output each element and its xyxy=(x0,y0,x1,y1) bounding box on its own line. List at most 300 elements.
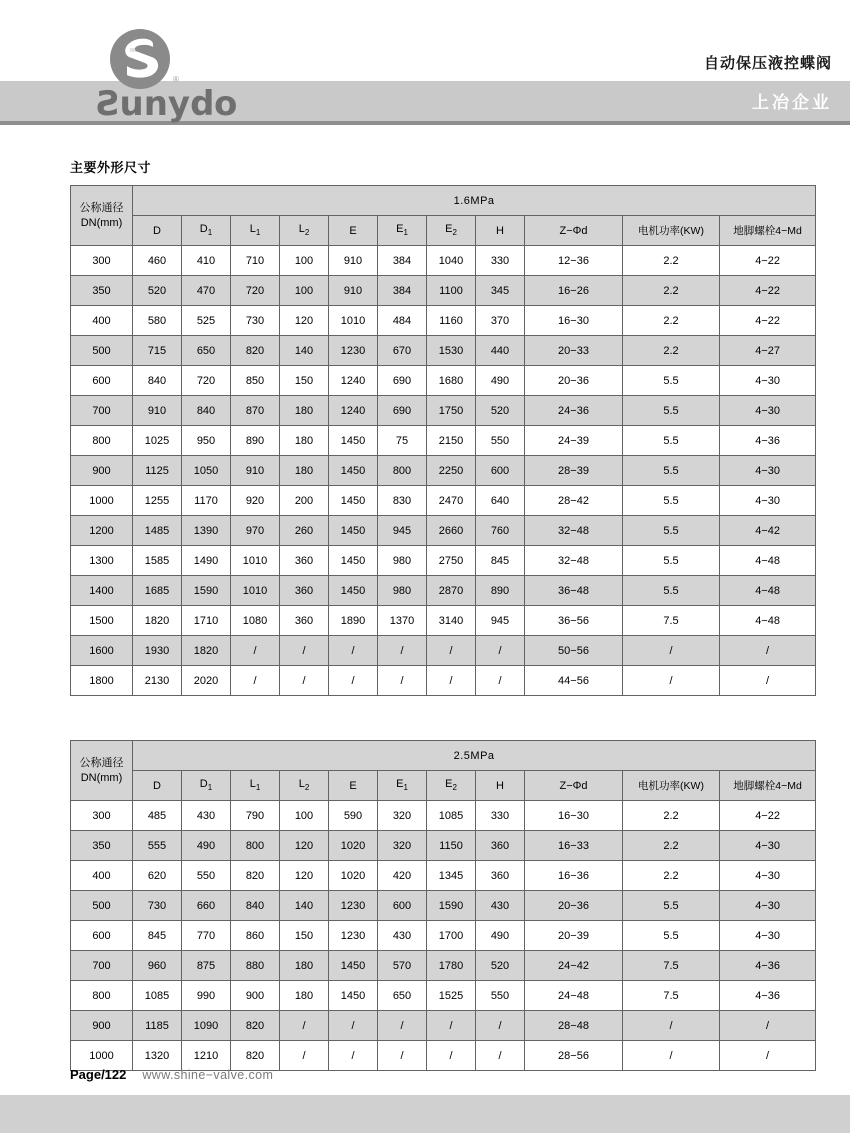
footer-gray-band xyxy=(0,1095,850,1133)
cell-nominal-diameter: 1000 xyxy=(71,1041,133,1071)
cell-Z−Φd: 28−42 xyxy=(525,486,623,516)
cell-nominal-diameter: 400 xyxy=(71,306,133,336)
cell-L1: 730 xyxy=(231,306,280,336)
cell-H: 760 xyxy=(476,516,525,546)
cell-E2: / xyxy=(427,1011,476,1041)
cell-L2: 120 xyxy=(280,306,329,336)
cell-D1: 470 xyxy=(182,276,231,306)
cell-E: 1230 xyxy=(329,921,378,951)
page-number-label: Page/122 xyxy=(70,1067,127,1082)
cell-H: 600 xyxy=(476,456,525,486)
cell-E1: 980 xyxy=(378,576,427,606)
cell-E1: 430 xyxy=(378,921,427,951)
cell-电机功率(KW): 7.5 xyxy=(623,981,720,1011)
cell-nominal-diameter: 1000 xyxy=(71,486,133,516)
table-row xyxy=(71,606,816,636)
cell-D: 1685 xyxy=(133,576,182,606)
header-col-E1: $E_1$ xyxy=(378,216,427,246)
header-col-H: H xyxy=(476,771,525,801)
cell-nominal-diameter: 700 xyxy=(71,396,133,426)
cell-电机功率(KW): 5.5 xyxy=(623,366,720,396)
cell-L1: 910 xyxy=(231,456,280,486)
cell-地脚螺栓4−Md: 4−30 xyxy=(720,456,816,486)
cell-E2: 1100 xyxy=(427,276,476,306)
cell-E1: 670 xyxy=(378,336,427,366)
cell-L1: 1010 xyxy=(231,576,280,606)
header-col-L1: $L_1$ xyxy=(231,216,280,246)
cell-E2: / xyxy=(427,1041,476,1071)
cell-nominal-diameter: 400 xyxy=(71,861,133,891)
table-row xyxy=(71,666,816,696)
cell-E: / xyxy=(329,666,378,696)
cell-D: 1320 xyxy=(133,1041,182,1071)
cell-Z−Φd: 28−56 xyxy=(525,1041,623,1071)
cell-Z−Φd: 32−48 xyxy=(525,516,623,546)
cell-E: / xyxy=(329,636,378,666)
cell-E2: 2750 xyxy=(427,546,476,576)
cell-地脚螺栓4−Md: 4−48 xyxy=(720,606,816,636)
cell-L1: 840 xyxy=(231,891,280,921)
cell-电机功率(KW): 2.2 xyxy=(623,861,720,891)
cell-D1: 1170 xyxy=(182,486,231,516)
cell-Z−Φd: 28−48 xyxy=(525,1011,623,1041)
cell-E2: / xyxy=(427,636,476,666)
table-body-1-6mpa xyxy=(71,246,816,696)
cell-E1: 690 xyxy=(378,396,427,426)
cell-电机功率(KW): 5.5 xyxy=(623,396,720,426)
cell-D1: 950 xyxy=(182,426,231,456)
header-col-D1: $D_1$ xyxy=(182,771,231,801)
cell-电机功率(KW): 5.5 xyxy=(623,891,720,921)
header-dn-line2: DN(mm) xyxy=(80,216,123,229)
cell-地脚螺栓4−Md: 4−36 xyxy=(720,426,816,456)
cell-L2: 180 xyxy=(280,426,329,456)
cell-地脚螺栓4−Md: / xyxy=(720,666,816,696)
cell-L2: / xyxy=(280,666,329,696)
cell-D1: 1390 xyxy=(182,516,231,546)
table-header-row-pressure xyxy=(71,186,816,216)
cell-D1: 1490 xyxy=(182,546,231,576)
cell-E2: 1780 xyxy=(427,951,476,981)
header-col-motor-power: 电机功率(KW) xyxy=(623,216,720,246)
cell-nominal-diameter: 300 xyxy=(71,801,133,831)
cell-nominal-diameter: 1600 xyxy=(71,636,133,666)
cell-H: / xyxy=(476,636,525,666)
cell-电机功率(KW): 2.2 xyxy=(623,801,720,831)
cell-电机功率(KW): 2.2 xyxy=(623,246,720,276)
cell-H: 360 xyxy=(476,831,525,861)
cell-Z−Φd: 36−48 xyxy=(525,576,623,606)
header-col-D: D xyxy=(133,216,182,246)
cell-D1: 1590 xyxy=(182,576,231,606)
cell-L2: 140 xyxy=(280,891,329,921)
cell-D: 1485 xyxy=(133,516,182,546)
cell-E: 1230 xyxy=(329,891,378,921)
cell-E2: 2870 xyxy=(427,576,476,606)
product-title: 自动保压液控蝶阀 xyxy=(703,55,832,72)
cell-E2: 2470 xyxy=(427,486,476,516)
cell-nominal-diameter: 1500 xyxy=(71,606,133,636)
cell-L1: 1080 xyxy=(231,606,280,636)
cell-L2: 360 xyxy=(280,546,329,576)
cell-E1: 650 xyxy=(378,981,427,1011)
cell-D: 1930 xyxy=(133,636,182,666)
header-col-Zphid: Z−Φd xyxy=(525,771,623,801)
cell-L2: / xyxy=(280,1041,329,1071)
cell-E1: 600 xyxy=(378,891,427,921)
cell-D1: 550 xyxy=(182,861,231,891)
table-row xyxy=(71,546,816,576)
cell-E2: 1345 xyxy=(427,861,476,891)
table-header xyxy=(71,741,816,801)
header-pressure-rating: 1.6MPa xyxy=(133,186,816,216)
cell-H: 490 xyxy=(476,366,525,396)
cell-电机功率(KW): / xyxy=(623,1011,720,1041)
page-footer xyxy=(0,1061,850,1133)
cell-E2: 1150 xyxy=(427,831,476,861)
cell-电机功率(KW): 5.5 xyxy=(623,426,720,456)
cell-L2: 140 xyxy=(280,336,329,366)
header-dn-line1: 公称通径 xyxy=(79,756,124,769)
table-row xyxy=(71,366,816,396)
cell-地脚螺栓4−Md: / xyxy=(720,1041,816,1071)
cell-H: 520 xyxy=(476,951,525,981)
cell-D1: 2020 xyxy=(182,666,231,696)
cell-电机功率(KW): 7.5 xyxy=(623,951,720,981)
header-col-motor-power: 电机功率(KW) xyxy=(623,771,720,801)
cell-D1: 490 xyxy=(182,831,231,861)
cell-D: 715 xyxy=(133,336,182,366)
cell-地脚螺栓4−Md: 4−48 xyxy=(720,576,816,606)
cell-H: 550 xyxy=(476,426,525,456)
cell-nominal-diameter: 800 xyxy=(71,981,133,1011)
cell-地脚螺栓4−Md: 4−30 xyxy=(720,366,816,396)
cell-nominal-diameter: 600 xyxy=(71,366,133,396)
cell-D1: 1820 xyxy=(182,636,231,666)
cell-H: 890 xyxy=(476,576,525,606)
cell-L2: 200 xyxy=(280,486,329,516)
cell-L2: 180 xyxy=(280,396,329,426)
cell-电机功率(KW): 2.2 xyxy=(623,831,720,861)
cell-电机功率(KW): / xyxy=(623,666,720,696)
cell-L2: / xyxy=(280,636,329,666)
cell-L1: 790 xyxy=(231,801,280,831)
cell-地脚螺栓4−Md: 4−48 xyxy=(720,546,816,576)
header-col-E: E xyxy=(329,771,378,801)
table-row xyxy=(71,456,816,486)
cell-E: 1450 xyxy=(329,576,378,606)
cell-地脚螺栓4−Md: 4−30 xyxy=(720,831,816,861)
cell-E: 1240 xyxy=(329,366,378,396)
table-row xyxy=(71,921,816,951)
cell-电机功率(KW): 5.5 xyxy=(623,546,720,576)
cell-D: 1125 xyxy=(133,456,182,486)
table-row xyxy=(71,516,816,546)
cell-电机功率(KW): 2.2 xyxy=(623,276,720,306)
cell-D: 1255 xyxy=(133,486,182,516)
cell-E1: 690 xyxy=(378,366,427,396)
cell-D: 1585 xyxy=(133,546,182,576)
cell-H: / xyxy=(476,1011,525,1041)
cell-D: 620 xyxy=(133,861,182,891)
cell-E1: 484 xyxy=(378,306,427,336)
cell-电机功率(KW): 7.5 xyxy=(623,606,720,636)
cell-Z−Φd: 50−56 xyxy=(525,636,623,666)
cell-L2: 180 xyxy=(280,951,329,981)
table-header-row-columns xyxy=(71,771,816,801)
cell-地脚螺栓4−Md: 4−22 xyxy=(720,246,816,276)
cell-Z−Φd: 16−30 xyxy=(525,801,623,831)
cell-地脚螺栓4−Md: / xyxy=(720,1011,816,1041)
cell-L2: 180 xyxy=(280,456,329,486)
cell-Z−Φd: 16−30 xyxy=(525,306,623,336)
cell-E: 910 xyxy=(329,276,378,306)
cell-H: 440 xyxy=(476,336,525,366)
cell-L1: 890 xyxy=(231,426,280,456)
table-row xyxy=(71,576,816,606)
cell-E1: 800 xyxy=(378,456,427,486)
header-col-L1: $L_1$ xyxy=(231,771,280,801)
dimension-table-1-6mpa xyxy=(70,185,816,696)
cell-Z−Φd: 20−39 xyxy=(525,921,623,951)
cell-D1: 1210 xyxy=(182,1041,231,1071)
cell-E2: 1085 xyxy=(427,801,476,831)
cell-H: 520 xyxy=(476,396,525,426)
cell-nominal-diameter: 1300 xyxy=(71,546,133,576)
table-header-row-pressure xyxy=(71,741,816,771)
cell-E2: 1525 xyxy=(427,981,476,1011)
website-url[interactable]: www.shine−valve.com xyxy=(142,1068,274,1082)
cell-Z−Φd: 20−36 xyxy=(525,891,623,921)
cell-E: 1450 xyxy=(329,951,378,981)
cell-Z−Φd: 16−26 xyxy=(525,276,623,306)
cell-D: 555 xyxy=(133,831,182,861)
cell-L1: 970 xyxy=(231,516,280,546)
cell-电机功率(KW): 2.2 xyxy=(623,336,720,366)
header-col-D: D xyxy=(133,771,182,801)
cell-E2: 1530 xyxy=(427,336,476,366)
cell-地脚螺栓4−Md: 4−36 xyxy=(720,981,816,1011)
cell-Z−Φd: 36−56 xyxy=(525,606,623,636)
cell-E2: 1700 xyxy=(427,921,476,951)
cell-L2: 100 xyxy=(280,801,329,831)
cell-D: 1025 xyxy=(133,426,182,456)
cell-L2: 360 xyxy=(280,606,329,636)
cell-L2: 360 xyxy=(280,576,329,606)
header-nominal-diameter xyxy=(71,741,133,801)
cell-H: 370 xyxy=(476,306,525,336)
cell-地脚螺栓4−Md: 4−42 xyxy=(720,516,816,546)
cell-L2: 150 xyxy=(280,921,329,951)
header-dn-line2: DN(mm) xyxy=(80,771,123,784)
header-col-E2: $E_2$ xyxy=(427,771,476,801)
cell-地脚螺栓4−Md: 4−22 xyxy=(720,306,816,336)
cell-nominal-diameter: 300 xyxy=(71,246,133,276)
cell-E1: 75 xyxy=(378,426,427,456)
header-col-anchor-bolt: 地脚螺栓4−Md xyxy=(720,216,816,246)
cell-地脚螺栓4−Md: 4−30 xyxy=(720,486,816,516)
table-row xyxy=(71,1011,816,1041)
cell-nominal-diameter: 350 xyxy=(71,276,133,306)
cell-L1: 920 xyxy=(231,486,280,516)
cell-L1: / xyxy=(231,636,280,666)
cell-E: 1450 xyxy=(329,456,378,486)
cell-E2: 3140 xyxy=(427,606,476,636)
table-row xyxy=(71,801,816,831)
cell-L2: / xyxy=(280,1011,329,1041)
cell-D1: 650 xyxy=(182,336,231,366)
cell-D1: 990 xyxy=(182,981,231,1011)
cell-nominal-diameter: 700 xyxy=(71,951,133,981)
cell-L1: 800 xyxy=(231,831,280,861)
table-row xyxy=(71,426,816,456)
cell-nominal-diameter: 500 xyxy=(71,336,133,366)
cell-Z−Φd: 24−48 xyxy=(525,981,623,1011)
page-content xyxy=(0,157,850,1071)
cell-E: 1450 xyxy=(329,426,378,456)
cell-电机功率(KW): 2.2 xyxy=(623,306,720,336)
cell-L2: 120 xyxy=(280,831,329,861)
cell-D: 520 xyxy=(133,276,182,306)
cell-E1: / xyxy=(378,1041,427,1071)
cell-E1: 570 xyxy=(378,951,427,981)
circular-s-emblem-icon xyxy=(109,28,171,90)
cell-Z−Φd: 20−36 xyxy=(525,366,623,396)
cell-E: 1450 xyxy=(329,981,378,1011)
table-row xyxy=(71,336,816,366)
table-row xyxy=(71,396,816,426)
cell-E1: 320 xyxy=(378,831,427,861)
company-name: 上冶企业 xyxy=(752,93,832,112)
cell-D: 580 xyxy=(133,306,182,336)
cell-E: 1010 xyxy=(329,306,378,336)
cell-L1: 880 xyxy=(231,951,280,981)
cell-E2: 2660 xyxy=(427,516,476,546)
cell-H: 330 xyxy=(476,246,525,276)
cell-E1: 945 xyxy=(378,516,427,546)
header-col-E2: $E_2$ xyxy=(427,216,476,246)
cell-L1: 820 xyxy=(231,1041,280,1071)
cell-E: / xyxy=(329,1041,378,1071)
cell-Z−Φd: 24−39 xyxy=(525,426,623,456)
cell-E1: / xyxy=(378,666,427,696)
cell-E2: 1040 xyxy=(427,246,476,276)
cell-地脚螺栓4−Md: 4−30 xyxy=(720,891,816,921)
table-row xyxy=(71,981,816,1011)
cell-D: 845 xyxy=(133,921,182,951)
cell-地脚螺栓4−Md: 4−22 xyxy=(720,801,816,831)
cell-H: / xyxy=(476,666,525,696)
cell-地脚螺栓4−Md: 4−22 xyxy=(720,276,816,306)
cell-电机功率(KW): 5.5 xyxy=(623,516,720,546)
cell-D1: 875 xyxy=(182,951,231,981)
cell-电机功率(KW): 5.5 xyxy=(623,576,720,606)
cell-D: 1820 xyxy=(133,606,182,636)
brand-logo xyxy=(95,28,325,124)
cell-E: 1020 xyxy=(329,831,378,861)
cell-Z−Φd: 20−33 xyxy=(525,336,623,366)
header-col-Zphid: Z−Φd xyxy=(525,216,623,246)
cell-E1: / xyxy=(378,636,427,666)
cell-L2: 150 xyxy=(280,366,329,396)
cell-电机功率(KW): 5.5 xyxy=(623,456,720,486)
cell-D1: 660 xyxy=(182,891,231,921)
cell-Z−Φd: 12−36 xyxy=(525,246,623,276)
table-row xyxy=(71,831,816,861)
cell-E: 590 xyxy=(329,801,378,831)
cell-H: 945 xyxy=(476,606,525,636)
cell-H: 430 xyxy=(476,891,525,921)
cell-E2: 2150 xyxy=(427,426,476,456)
cell-L2: 100 xyxy=(280,276,329,306)
cell-电机功率(KW): / xyxy=(623,636,720,666)
cell-H: 550 xyxy=(476,981,525,1011)
cell-D1: 1050 xyxy=(182,456,231,486)
cell-Z−Φd: 24−42 xyxy=(525,951,623,981)
cell-L1: 860 xyxy=(231,921,280,951)
cell-电机功率(KW): 5.5 xyxy=(623,486,720,516)
cell-E: 1240 xyxy=(329,396,378,426)
cell-D: 1085 xyxy=(133,981,182,1011)
cell-D1: 525 xyxy=(182,306,231,336)
cell-H: 490 xyxy=(476,921,525,951)
cell-nominal-diameter: 350 xyxy=(71,831,133,861)
cell-D: 2130 xyxy=(133,666,182,696)
cell-电机功率(KW): 5.5 xyxy=(623,921,720,951)
cell-Z−Φd: 24−36 xyxy=(525,396,623,426)
cell-H: 345 xyxy=(476,276,525,306)
cell-L1: 820 xyxy=(231,861,280,891)
page-header xyxy=(0,0,850,131)
cell-Z−Φd: 16−33 xyxy=(525,831,623,861)
cell-nominal-diameter: 900 xyxy=(71,1011,133,1041)
cell-Z−Φd: 32−48 xyxy=(525,546,623,576)
cell-D: 960 xyxy=(133,951,182,981)
cell-E1: 1370 xyxy=(378,606,427,636)
cell-E: 1450 xyxy=(329,486,378,516)
cell-D: 1185 xyxy=(133,1011,182,1041)
cell-D1: 1710 xyxy=(182,606,231,636)
cell-E: 1230 xyxy=(329,336,378,366)
cell-L1: 820 xyxy=(231,336,280,366)
cell-D1: 410 xyxy=(182,246,231,276)
cell-D1: 1090 xyxy=(182,1011,231,1041)
cell-E: / xyxy=(329,1011,378,1041)
cell-E1: / xyxy=(378,1011,427,1041)
cell-E: 910 xyxy=(329,246,378,276)
header-col-L2: $L_2$ xyxy=(280,216,329,246)
header-dn-line1: 公称通径 xyxy=(79,201,124,214)
cell-E1: 384 xyxy=(378,246,427,276)
cell-D: 910 xyxy=(133,396,182,426)
header-col-L2: $L_2$ xyxy=(280,771,329,801)
cell-L1: 720 xyxy=(231,276,280,306)
table-row xyxy=(71,951,816,981)
cell-E1: 830 xyxy=(378,486,427,516)
cell-D1: 770 xyxy=(182,921,231,951)
header-col-D1: $D_1$ xyxy=(182,216,231,246)
cell-L2: 120 xyxy=(280,861,329,891)
cell-Z−Φd: 16−36 xyxy=(525,861,623,891)
cell-L1: 710 xyxy=(231,246,280,276)
table-body-2-5mpa xyxy=(71,801,816,1071)
cell-E2: 2250 xyxy=(427,456,476,486)
cell-E2: / xyxy=(427,666,476,696)
cell-D: 730 xyxy=(133,891,182,921)
registered-trademark-mark: ® xyxy=(173,75,179,84)
cell-D1: 840 xyxy=(182,396,231,426)
cell-E1: 320 xyxy=(378,801,427,831)
